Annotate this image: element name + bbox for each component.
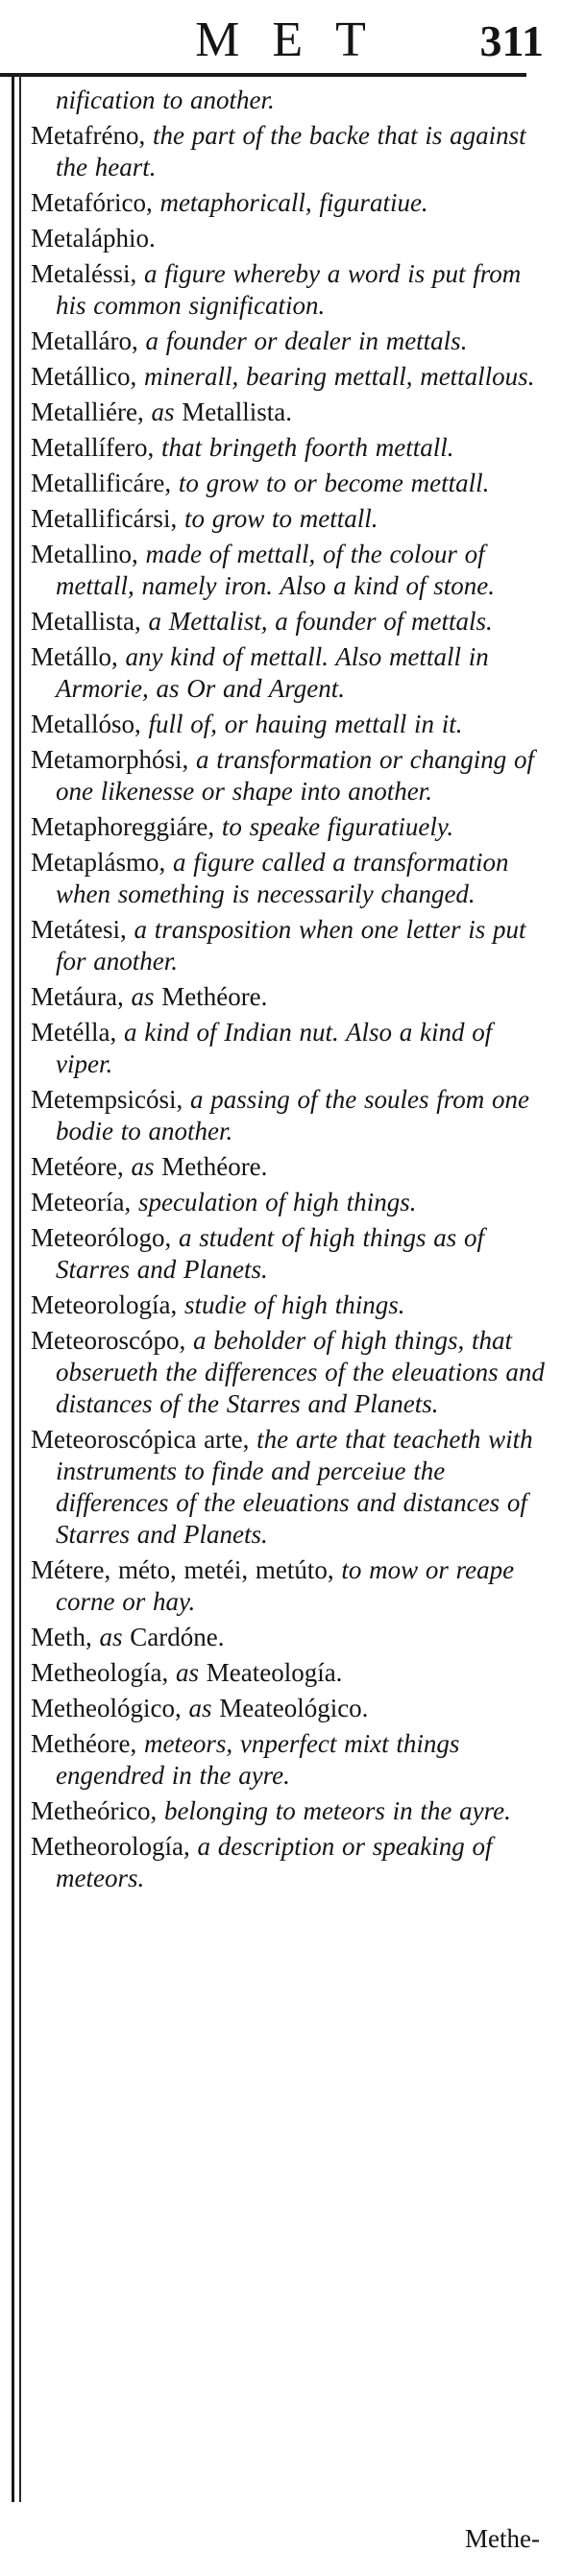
- dictionary-entry: [31, 361, 549, 393]
- entry-cross-reference: Meateológico.: [211, 1694, 369, 1722]
- dictionary-entry: [31, 1424, 549, 1551]
- entry-headword: Metállo,: [31, 642, 118, 671]
- entry-headword: Metaláphio.: [31, 224, 156, 253]
- dictionary-entry: [31, 1554, 549, 1618]
- entry-definition: a transformation or changing of one likenesse or shape into another.: [56, 745, 535, 806]
- dictionary-entry: [31, 325, 549, 357]
- running-head: MET: [195, 12, 399, 67]
- dictionary-entry: [31, 1325, 549, 1420]
- entry-headword: Metallífero,: [31, 433, 155, 462]
- entry-definition: any kind of mettall. Also mettall in Armorie, as Or and Argent.: [56, 642, 489, 703]
- dictionary-entry: [31, 1222, 549, 1286]
- dictionary-entry: [31, 187, 549, 219]
- entry-headword: Metaléssi,: [31, 259, 137, 288]
- dictionary-entry: [31, 981, 549, 1013]
- entry-definition: to speake figuratiuely.: [214, 812, 454, 841]
- entry-definition: a founder or dealer in mettals.: [137, 326, 468, 355]
- entry-definition: a kind of Indian nut. Also a kind of viper.: [56, 1018, 493, 1078]
- entry-definition: full of, or hauing mettall in it.: [140, 710, 463, 738]
- entry-definition: a student of high things as of Starres and Planets.: [56, 1223, 485, 1284]
- dictionary-entry: [31, 468, 549, 499]
- dictionary-entry: [31, 1084, 549, 1147]
- entry-definition: a figure called a transformation when something is necessarily changed.: [56, 848, 509, 908]
- entry-definition: as: [175, 1658, 199, 1687]
- entry-cross-reference: Meateología.: [198, 1658, 343, 1687]
- entry-headword: Metallificársi,: [31, 504, 178, 533]
- entry-headword: Metaphoreggiáre,: [31, 812, 215, 841]
- entry-headword: Metélla,: [31, 1018, 117, 1047]
- entry-definition: as: [151, 397, 175, 426]
- catchword: Methe-: [465, 2524, 540, 2553]
- dictionary-entry: [31, 397, 549, 428]
- entry-headword: Meteoroscópica arte,: [31, 1425, 250, 1454]
- entry-definition: that bringeth foorth mettall.: [154, 433, 454, 462]
- dictionary-entry: [31, 847, 549, 910]
- dictionary-entry: [31, 914, 549, 977]
- dictionary-entry: [31, 744, 549, 807]
- entry-definition: as: [99, 1623, 123, 1651]
- entry-headword: Metheológico,: [31, 1694, 189, 1722]
- entry-definition: the part of the backe that is against the heart.: [56, 121, 526, 181]
- entry-headword: Methéore,: [31, 1729, 137, 1758]
- dictionary-entry: [31, 539, 549, 602]
- entry-headword: Metállico,: [31, 362, 137, 391]
- dictionary-entry: [31, 1187, 549, 1218]
- entry-definition: as: [188, 1694, 212, 1722]
- entry-definition: belonging to meteors in the ayre.: [157, 1796, 511, 1825]
- entry-definition: metaphoricall, figuratiue.: [152, 188, 428, 217]
- entry-headword: Metafréno,: [31, 121, 146, 150]
- dictionary-entry: [31, 1831, 549, 1894]
- entry-definition: minerall, bearing mettall, mettallous.: [136, 362, 535, 391]
- entry-cross-reference: Metallista.: [174, 397, 292, 426]
- entry-headword: Metaplásmo,: [31, 848, 166, 877]
- entry-definition: a passing of the soules from one bodie to another.: [56, 1085, 529, 1145]
- entry-definition: a Mettalist, a founder of mettals.: [140, 607, 493, 636]
- entry-definition: to mow or reape corne or hay.: [56, 1555, 515, 1616]
- entry-headword: Metallino,: [31, 540, 138, 568]
- dictionary-entry: [31, 258, 549, 322]
- entry-headword: Metallóso,: [31, 710, 141, 738]
- dictionary-entry: [31, 1017, 549, 1080]
- entry-headword: Metheología,: [31, 1658, 176, 1687]
- page-header: [0, 0, 561, 73]
- entry-definition: studie of high things.: [177, 1290, 405, 1319]
- entry-headword: Metalláro,: [31, 326, 138, 355]
- header-rule: [0, 73, 526, 77]
- dictionary-entry: [31, 811, 549, 843]
- entry-headword: Meteorología,: [31, 1290, 178, 1319]
- entry-definition: speculation of high things.: [131, 1188, 417, 1216]
- dictionary-entry: [31, 1657, 549, 1689]
- entry-headword: Meteorólogo,: [31, 1223, 172, 1252]
- entry-headword: Meth,: [31, 1623, 100, 1651]
- dictionary-entry: [31, 709, 549, 740]
- dictionary-entry: [31, 120, 549, 183]
- dictionary-entry: [31, 1289, 549, 1321]
- dictionary-entry: [31, 1693, 549, 1724]
- dictionary-entry: [31, 503, 549, 535]
- entry-definition: the arte that teacheth with instruments to finde and perceiue the differences of the eleuations and distances of Starres and Planets.: [56, 1425, 533, 1549]
- entry-definition: as: [131, 1152, 155, 1181]
- entry-definition: a description or speaking of meteors.: [56, 1832, 493, 1892]
- entry-cross-reference: Methéore.: [154, 1152, 268, 1181]
- entry-headword: Metheórico,: [31, 1796, 158, 1825]
- entry-headword: Metáura,: [31, 982, 132, 1011]
- entry-headword: Metempsicósi,: [31, 1085, 183, 1114]
- dictionary-entry: [31, 1795, 549, 1827]
- entry-headword: Metallificáre,: [31, 469, 172, 497]
- entry-headword: Metamorphósi,: [31, 745, 189, 774]
- entry-headword: Metafórico,: [31, 188, 153, 217]
- dictionary-entry: [31, 223, 549, 254]
- entry-definition: a beholder of high things, that obserueth the differences of the eleuations and distances of the Starres and Planets.: [56, 1326, 545, 1418]
- entry-headword: Metéore,: [31, 1152, 132, 1181]
- dictionary-entry: [31, 1728, 549, 1792]
- entry-headword: Meteoroscópo,: [31, 1326, 186, 1355]
- entry-definition: nification to another.: [56, 85, 275, 114]
- entry-definition: to grow to mettall.: [177, 504, 378, 533]
- entry-cross-reference: Cardóne.: [122, 1623, 225, 1651]
- page-number: 311: [479, 16, 544, 65]
- entry-definition: meteors, vnperfect mixt things engendred in the ayre.: [56, 1729, 460, 1790]
- entry-definition: to grow to or become mettall.: [171, 469, 490, 497]
- dictionary-entry: [31, 1622, 549, 1653]
- dictionary-entry: [31, 432, 549, 464]
- entry-headword: Metallista,: [31, 607, 141, 636]
- entry-headword: Meteoría,: [31, 1188, 132, 1216]
- dictionary-entry: [31, 606, 549, 638]
- dictionary-entry: [31, 84, 549, 116]
- entry-headword: Metátesi,: [31, 915, 127, 944]
- column-rule-inner: [19, 75, 21, 2502]
- dictionary-entry: [31, 1151, 549, 1183]
- column-rule-outer: [12, 75, 14, 2502]
- entry-cross-reference: Methéore.: [154, 982, 268, 1011]
- entry-headword: Metalliére,: [31, 397, 152, 426]
- entry-definition: a transposition when one letter is put for another.: [56, 915, 526, 975]
- dictionary-entry: [31, 641, 549, 705]
- entry-definition: a figure whereby a word is put from his common signification.: [56, 259, 522, 320]
- entry-definition: made of mettall, of the colour of mettall, namely iron. Also a kind of stone.: [56, 540, 495, 600]
- entry-headword: Métere, méto, metéi, metúto,: [31, 1555, 334, 1584]
- dictionary-entries: [31, 84, 549, 1898]
- entry-definition: as: [131, 982, 155, 1011]
- entry-headword: Metheorología,: [31, 1832, 190, 1861]
